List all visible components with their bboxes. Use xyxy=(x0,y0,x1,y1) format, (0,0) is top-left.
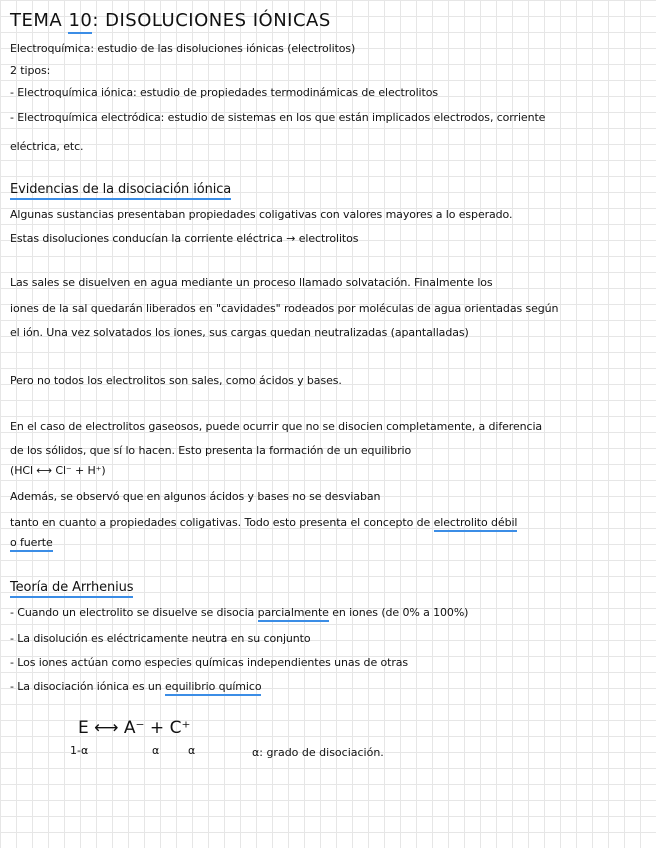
section-heading-evidence xyxy=(10,182,231,198)
evidence-p2-line-2: iones de la sal quedarán liberados en "cavidades" rodeados por moléculas de agua orientadas según xyxy=(10,302,559,315)
coefficient-a: α xyxy=(152,744,160,757)
title-prefix: TEMA xyxy=(10,10,69,31)
evidence-p5-line-1: Además, se observó que en algunos ácidos y bases no se desviaban xyxy=(10,490,381,503)
arrhenius-bullet-2: - La disolución es eléctricamente neutra en su conjunto xyxy=(10,632,311,645)
evidence-p1-line-2: Estas disoluciones conducían la corriente eléctrica → electrolitos xyxy=(10,232,359,245)
arrhenius-bullet-4-pre: - La disociación iónica es un xyxy=(10,680,166,693)
term-chemical-equilibrium: equilibrio químico xyxy=(165,680,261,696)
evidence-p2-line-1: Las sales se disuelven en agua mediante un proceso llamado solvatación. Finalmente los xyxy=(10,276,493,289)
arrhenius-bullet-1-post: en iones (de 0% a 100%) xyxy=(328,606,469,619)
arrhenius-bullet-3: - Los iones actúan como especies químicas independientes unas de otras xyxy=(10,656,409,669)
page-title xyxy=(10,10,331,32)
intro-line-2: 2 tipos: xyxy=(10,64,51,77)
evidence-p3: Pero no todos los electrolitos son sales, como ácidos y bases. xyxy=(10,374,342,387)
arrhenius-bullet-1-pre: - Cuando un electrolito se disuelve se disocia xyxy=(10,606,258,619)
evidence-p4-line-1: En el caso de electrolitos gaseosos, puede ocurrir que no se disocien completamente, a diferencia xyxy=(10,420,543,433)
section-heading-arrhenius xyxy=(10,580,133,596)
term-weak-electrolyte: electrolito débil xyxy=(434,516,518,532)
evidence-p5-line-2 xyxy=(10,516,517,530)
title-number: 10 xyxy=(68,10,92,34)
arrhenius-bullet-1 xyxy=(10,606,468,620)
evidence-p1-line-1: Algunas sustancias presentaban propiedades coligativas con valores mayores a lo esperado. xyxy=(10,208,513,221)
coefficient-c: α xyxy=(188,744,196,757)
dissociation-degree-note: α: grado de disociación. xyxy=(252,746,384,759)
evidence-p5-line-2-text: tanto en cuanto a propiedades coligativas. Todo esto presenta el concepto de xyxy=(10,516,434,529)
intro-line-1: Electroquímica: estudio de las disoluciones iónicas (electrolitos) xyxy=(10,42,356,55)
evidence-p4-line-3: (HCl ⟷ Cl⁻ + H⁺) xyxy=(10,464,106,477)
term-partially: parcialmente xyxy=(258,606,329,622)
dissociation-equation: E ⟷ A⁻ + C⁺ xyxy=(78,718,191,738)
evidence-p4-line-2: de los sólidos, que sí lo hacen. Esto presenta la formación de un equilibrio xyxy=(10,444,412,457)
evidence-p2-line-3: el ión. Una vez solvatados los iones, sus cargas quedan neutralizadas (apantalladas) xyxy=(10,326,469,339)
intro-line-3: - Electroquímica iónica: estudio de propiedades termodinámicas de electrolitos xyxy=(10,86,438,99)
heading-evidence-text: Evidencias de la disociación iónica xyxy=(10,182,231,200)
coefficient-e: 1-α xyxy=(70,744,89,757)
term-strong-electrolyte: o fuerte xyxy=(10,536,53,552)
intro-line-4: - Electroquímica electródica: estudio de sistemas en los que están implicados electrodos, corriente xyxy=(10,111,546,124)
heading-arrhenius-text: Teoría de Arrhenius xyxy=(10,580,133,598)
arrhenius-bullet-4 xyxy=(10,680,261,694)
intro-line-5: eléctrica, etc. xyxy=(10,140,84,153)
evidence-p5-line-3 xyxy=(10,536,53,550)
title-rest: : DISOLUCIONES IÓNICAS xyxy=(92,10,331,31)
